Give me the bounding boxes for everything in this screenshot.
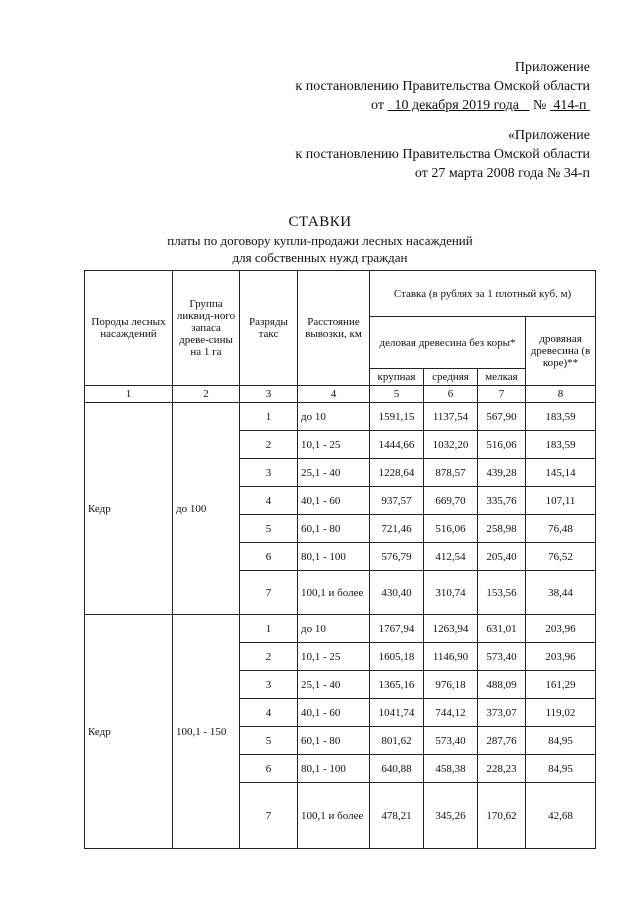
number-prefix: № (532, 98, 547, 113)
small-rate-cell: 287,76 (478, 727, 526, 755)
header-rate: Ставка (в рублях за 1 плотный куб. м) (370, 271, 596, 317)
medium-rate-cell: 458,38 (424, 755, 478, 783)
firewood-rate-cell: 161,29 (526, 671, 596, 699)
distance-cell: 80,1 - 100 (298, 755, 370, 783)
medium-rate-cell: 1032,20 (424, 431, 478, 459)
col-number: 1 (85, 386, 173, 403)
small-rate-cell: 258,98 (478, 515, 526, 543)
medium-rate-cell: 573,40 (424, 727, 478, 755)
header-business-wood: деловая древесина без коры* (370, 317, 526, 369)
large-rate-cell: 576,79 (370, 543, 424, 571)
rank-cell: 6 (240, 543, 298, 571)
header-appendix-current (295, 58, 590, 115)
column-numbers-row (85, 386, 596, 403)
rates-table (84, 270, 596, 849)
large-rate-cell: 801,62 (370, 727, 424, 755)
header-distance: Расстояние вывозки, км (298, 271, 370, 386)
table-row (85, 615, 596, 643)
large-rate-cell: 1591,15 (370, 403, 424, 431)
medium-rate-cell: 669,70 (424, 487, 478, 515)
resolution-date: 10 декабря 2019 года (394, 98, 519, 113)
medium-rate-cell: 412,54 (424, 543, 478, 571)
firewood-rate-cell: 76,48 (526, 515, 596, 543)
small-rate-cell: 170,62 (478, 783, 526, 849)
distance-cell: 25,1 - 40 (298, 459, 370, 487)
header-large: крупная (370, 369, 424, 386)
small-rate-cell: 573,40 (478, 643, 526, 671)
large-rate-cell: 1444,66 (370, 431, 424, 459)
firewood-rate-cell: 38,44 (526, 571, 596, 615)
original-resolution-date: от 27 марта 2008 года № 34-п (414, 166, 590, 181)
rank-cell: 1 (240, 615, 298, 643)
document-title: СТАВКИ (288, 214, 352, 230)
firewood-rate-cell: 203,96 (526, 643, 596, 671)
distance-cell: 100,1 и более (298, 783, 370, 849)
firewood-rate-cell: 107,11 (526, 487, 596, 515)
rank-cell: 6 (240, 755, 298, 783)
header-species: Породы лесных насаждений (85, 271, 173, 386)
medium-rate-cell: 744,12 (424, 699, 478, 727)
large-rate-cell: 937,57 (370, 487, 424, 515)
col-number: 7 (478, 386, 526, 403)
rank-cell: 2 (240, 643, 298, 671)
species-cell: Кедр (85, 403, 173, 615)
medium-rate-cell: 1263,94 (424, 615, 478, 643)
medium-rate-cell: 516,06 (424, 515, 478, 543)
col-number: 8 (526, 386, 596, 403)
firewood-rate-cell: 145,14 (526, 459, 596, 487)
distance-cell: 60,1 - 80 (298, 515, 370, 543)
group-cell: 100,1 - 150 (173, 615, 240, 849)
rank-cell: 3 (240, 459, 298, 487)
header-appendix-original (295, 126, 590, 183)
small-rate-cell: 516,06 (478, 431, 526, 459)
medium-rate-cell: 878,57 (424, 459, 478, 487)
distance-cell: 40,1 - 60 (298, 699, 370, 727)
distance-cell: 80,1 - 100 (298, 543, 370, 571)
firewood-rate-cell: 76,52 (526, 543, 596, 571)
species-cell: Кедр (85, 615, 173, 849)
resolution-number: 414-п (553, 98, 587, 113)
document-subtitle-2: для собственных нужд граждан (232, 250, 408, 265)
large-rate-cell: 478,21 (370, 783, 424, 849)
col-number: 4 (298, 386, 370, 403)
rank-cell: 5 (240, 515, 298, 543)
header-rank: Разряды такс (240, 271, 298, 386)
col-number: 2 (173, 386, 240, 403)
date-prefix: от (371, 98, 384, 113)
large-rate-cell: 721,46 (370, 515, 424, 543)
rank-cell: 4 (240, 487, 298, 515)
small-rate-cell: 488,09 (478, 671, 526, 699)
rank-cell: 4 (240, 699, 298, 727)
large-rate-cell: 1041,74 (370, 699, 424, 727)
rank-cell: 7 (240, 571, 298, 615)
distance-cell: 60,1 - 80 (298, 727, 370, 755)
small-rate-cell: 205,40 (478, 543, 526, 571)
firewood-rate-cell: 119,02 (526, 699, 596, 727)
rank-cell: 2 (240, 431, 298, 459)
large-rate-cell: 430,40 (370, 571, 424, 615)
rank-cell: 1 (240, 403, 298, 431)
large-rate-cell: 1365,16 (370, 671, 424, 699)
col-number: 6 (424, 386, 478, 403)
resolution-reference: к постановлению Правительства Омской области (295, 79, 590, 94)
medium-rate-cell: 345,26 (424, 783, 478, 849)
large-rate-cell: 1767,94 (370, 615, 424, 643)
group-cell: до 100 (173, 403, 240, 615)
table-row (85, 403, 596, 431)
medium-rate-cell: 310,74 (424, 571, 478, 615)
distance-cell: 100,1 и более (298, 571, 370, 615)
header-group: Группа ликвид-ного запаса древе-сины на 1 га (173, 271, 240, 386)
small-rate-cell: 153,56 (478, 571, 526, 615)
firewood-rate-cell: 42,68 (526, 783, 596, 849)
appendix-label: Приложение (514, 60, 590, 75)
distance-cell: 10,1 - 25 (298, 431, 370, 459)
firewood-rate-cell: 183,59 (526, 403, 596, 431)
small-rate-cell: 335,76 (478, 487, 526, 515)
large-rate-cell: 1605,18 (370, 643, 424, 671)
distance-cell: 40,1 - 60 (298, 487, 370, 515)
medium-rate-cell: 1146,90 (424, 643, 478, 671)
distance-cell: до 10 (298, 403, 370, 431)
small-rate-cell: 631,01 (478, 615, 526, 643)
firewood-rate-cell: 203,96 (526, 615, 596, 643)
rank-cell: 5 (240, 727, 298, 755)
original-appendix-label: «Приложение (507, 128, 590, 143)
small-rate-cell: 439,28 (478, 459, 526, 487)
firewood-rate-cell: 84,95 (526, 727, 596, 755)
firewood-rate-cell: 84,95 (526, 755, 596, 783)
header-medium: средняя (424, 369, 478, 386)
rank-cell: 7 (240, 783, 298, 849)
distance-cell: 10,1 - 25 (298, 643, 370, 671)
small-rate-cell: 567,90 (478, 403, 526, 431)
large-rate-cell: 640,88 (370, 755, 424, 783)
col-number: 3 (240, 386, 298, 403)
medium-rate-cell: 1137,54 (424, 403, 478, 431)
small-rate-cell: 373,07 (478, 699, 526, 727)
original-resolution-reference: к постановлению Правительства Омской области (295, 147, 590, 162)
distance-cell: до 10 (298, 615, 370, 643)
small-rate-cell: 228,23 (478, 755, 526, 783)
firewood-rate-cell: 183,59 (526, 431, 596, 459)
large-rate-cell: 1228,64 (370, 459, 424, 487)
header-small: мелкая (478, 369, 526, 386)
resolution-date-line (295, 96, 590, 115)
medium-rate-cell: 976,18 (424, 671, 478, 699)
document-subtitle-1: платы по договору купли-продажи лесных насаждений (167, 233, 473, 248)
rank-cell: 3 (240, 671, 298, 699)
distance-cell: 25,1 - 40 (298, 671, 370, 699)
col-number: 5 (370, 386, 424, 403)
header-firewood: дровяная древесина (в коре)** (526, 317, 596, 386)
